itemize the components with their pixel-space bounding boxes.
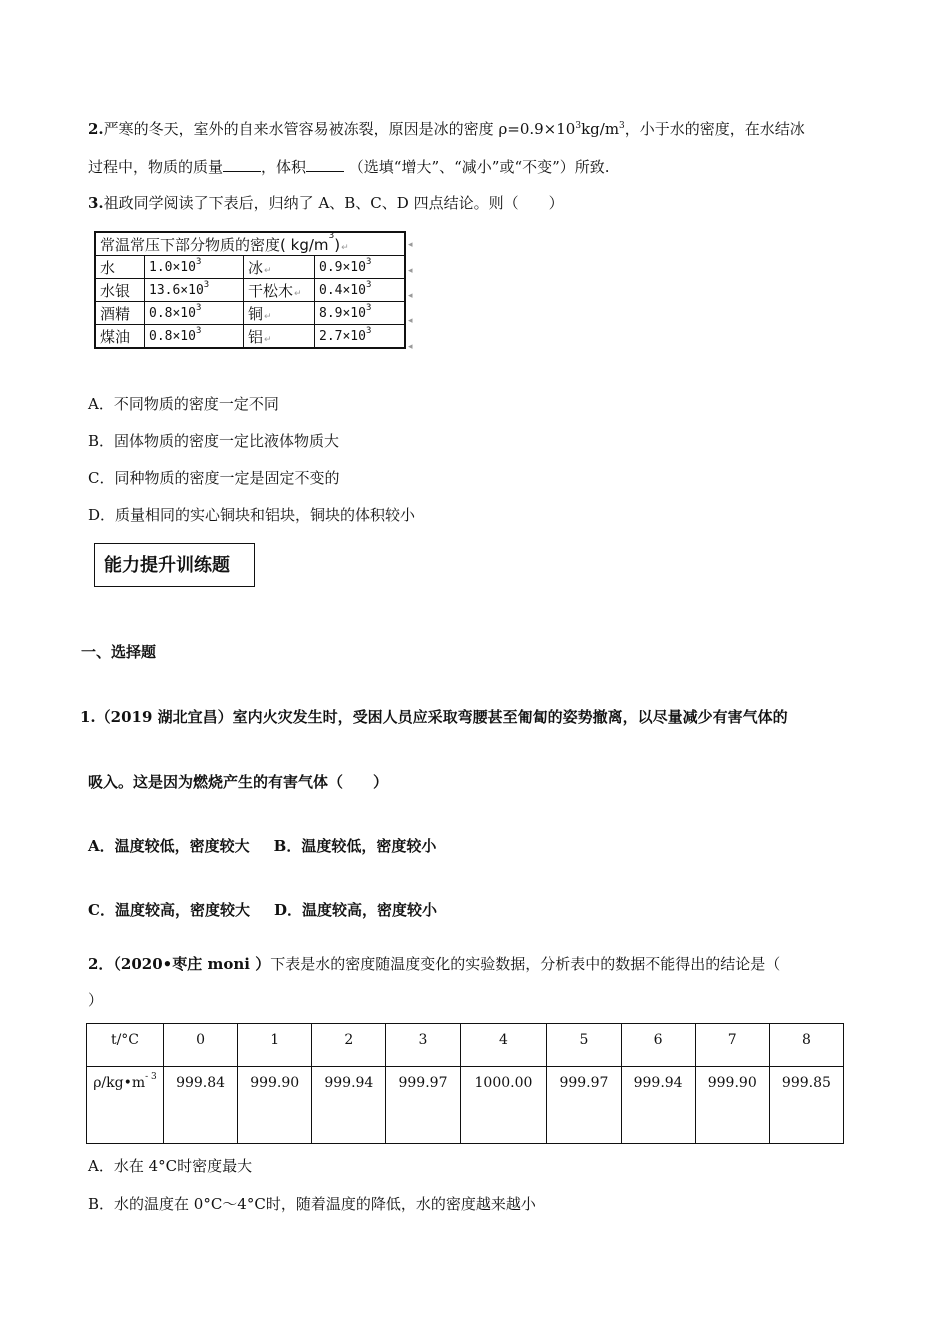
density-cell — [145, 279, 244, 302]
p1-option-c: C．温度较高，密度较大 — [88, 901, 250, 919]
table-row — [95, 325, 405, 349]
q3-number: 3. — [88, 194, 104, 212]
p1-options-cd — [88, 900, 437, 920]
q2-text-before: 严寒的冬天，室外的自来水管容易被冻裂，原因是冰的密度 ρ=0.9×10 — [103, 120, 576, 138]
q2-text-after: ，小于水的密度，在水结冰 — [624, 120, 805, 138]
mass-blank — [223, 157, 261, 172]
exponent: 3 — [195, 256, 202, 267]
density-row — [87, 1067, 844, 1144]
density-value: 13.6×10 — [149, 282, 204, 298]
substance: 酒精 — [100, 304, 131, 323]
q2-line2-c: （选填“增大”、“减小”或“不变”）所致. — [344, 158, 610, 176]
density-cell: 999.90 — [695, 1067, 769, 1144]
density-table-header-row — [95, 232, 405, 256]
substance: 水 — [100, 258, 116, 277]
substance-cell — [95, 325, 145, 349]
p1-option-d: D．温度较高，密度较小 — [273, 901, 437, 919]
exponent: 3 — [195, 302, 202, 313]
row-end-mark-icon: ◂ — [408, 342, 413, 352]
density-cell — [315, 256, 406, 279]
density-cell: 1000.00 — [460, 1067, 547, 1144]
substance-cell — [244, 302, 315, 325]
table-row — [95, 279, 405, 302]
water-density-table — [86, 1023, 844, 1144]
density-value: 2.7×10 — [319, 328, 366, 344]
p2-option-b: B．水的温度在 0°C～4°C时，随着温度的降低，水的密度越来越小 — [88, 1195, 536, 1213]
density-table-unit: ( kg/m — [280, 235, 329, 254]
p1-line2: 吸入。这是因为燃烧产生的有害气体（ ） — [88, 773, 389, 791]
density-table-header — [95, 232, 405, 256]
row-end-mark-icon: ◂ — [408, 291, 413, 301]
p2-option-a: A．水在 4°C时密度最大 — [88, 1157, 253, 1175]
density-value: 1.0×10 — [149, 259, 196, 275]
density-cell: 999.97 — [386, 1067, 460, 1144]
substance: 铜 — [248, 304, 264, 323]
exponent: 3 — [365, 302, 372, 313]
q3-option-b: B．固体物质的密度一定比液体物质大 — [88, 432, 340, 450]
temperature-cell: 5 — [547, 1024, 621, 1067]
density-cell — [145, 325, 244, 349]
substance: 水银 — [100, 281, 131, 300]
exponent: 3 — [365, 325, 372, 336]
temperature-cell: 2 — [312, 1024, 386, 1067]
density-header-sup: - 3 — [145, 1072, 157, 1082]
temperature-cell: 8 — [769, 1024, 843, 1067]
density-table-unit-close: ) — [334, 235, 341, 254]
q2-unit: kg/m — [581, 120, 620, 138]
q2-sup1: 3 — [575, 121, 582, 131]
density-cell — [315, 325, 406, 349]
return-mark-icon: ↵ — [264, 334, 272, 345]
substance-cell — [244, 279, 315, 302]
density-cell: 999.90 — [238, 1067, 312, 1144]
substance: 铝 — [248, 327, 264, 346]
temperature-cell: 3 — [386, 1024, 460, 1067]
volume-blank — [306, 157, 344, 172]
q2-line2-b: ，体积 — [261, 158, 307, 176]
exponent: 3 — [365, 279, 372, 290]
substance-cell — [95, 279, 145, 302]
row-end-mark-icon: ◂ — [408, 266, 413, 276]
density-table-title: 常温常压下部分物质的密度 — [100, 235, 281, 254]
density-value: 8.9×10 — [319, 305, 366, 321]
substance-cell — [95, 256, 145, 279]
p1-line1 — [80, 707, 788, 727]
p1-options-ab — [88, 836, 436, 856]
substance-cell — [244, 325, 315, 349]
density-header — [87, 1067, 164, 1144]
p1-text1: 室内火灾发生时，受困人员应采取弯腰甚至匍匐的姿势撤离，以尽量减少有害气体的 — [232, 708, 788, 726]
section-heading: 一、选择题 — [81, 643, 157, 661]
density-value: 0.8×10 — [149, 305, 196, 321]
q2-number: 2. — [88, 120, 104, 138]
exponent: 3 — [365, 256, 372, 267]
density-cell: 999.97 — [547, 1067, 621, 1144]
q2-sup2: 3 — [619, 121, 625, 131]
table-row — [95, 256, 405, 279]
p2-source: 2．（2020•枣庄 moni ） — [88, 955, 271, 973]
return-mark-icon: ↵ — [294, 288, 302, 299]
return-mark-icon: ↵ — [264, 311, 272, 322]
return-mark-icon: ↵ — [341, 242, 349, 253]
density-header-text: ρ/kg•m — [93, 1075, 146, 1091]
p1-option-a: A．温度较低，密度较大 — [88, 837, 250, 855]
p2-line2: ） — [88, 991, 104, 1009]
density-table-unit-sup: 3 — [328, 230, 335, 241]
density-cell: 999.84 — [164, 1067, 238, 1144]
density-value: 0.4×10 — [319, 282, 366, 298]
temperature-row — [87, 1024, 844, 1067]
temperature-cell: 1 — [238, 1024, 312, 1067]
density-cell — [315, 302, 406, 325]
density-table — [94, 231, 406, 349]
substance: 冰 — [248, 258, 264, 277]
substance: 干松木 — [248, 281, 294, 300]
substance: 煤油 — [100, 327, 131, 346]
q3-line — [88, 193, 564, 213]
temperature-cell: 7 — [695, 1024, 769, 1067]
density-cell — [145, 302, 244, 325]
substance-cell — [244, 256, 315, 279]
density-value: 0.8×10 — [149, 328, 196, 344]
p2-line1 — [88, 954, 780, 974]
temperature-cell: 4 — [460, 1024, 547, 1067]
exponent: 3 — [195, 325, 202, 336]
density-cell — [145, 256, 244, 279]
row-end-mark-icon: ◂ — [408, 240, 413, 250]
density-cell — [315, 279, 406, 302]
table-row — [95, 302, 405, 325]
q3-text: 祖政同学阅读了下表后，归纳了 A、B、C、D 四点结论。则（ ） — [103, 194, 564, 212]
density-cell: 999.85 — [769, 1067, 843, 1144]
q3-option-c: C．同种物质的密度一定是固定不变的 — [88, 469, 340, 487]
temperature-cell: 6 — [621, 1024, 695, 1067]
density-cell: 999.94 — [621, 1067, 695, 1144]
density-value: 0.9×10 — [319, 259, 366, 275]
density-cell: 999.94 — [312, 1067, 386, 1144]
p1-option-b: B．温度较低，密度较小 — [273, 837, 437, 855]
q3-option-d: D．质量相同的实心铜块和铝块，铜块的体积较小 — [88, 506, 416, 524]
row-end-mark-icon: ◂ — [408, 316, 413, 326]
q2-line2-a: 过程中，物质的质量 — [88, 158, 224, 176]
q3-option-a: A．不同物质的密度一定不同 — [88, 395, 279, 413]
exponent: 3 — [203, 279, 210, 290]
temperature-cell: 0 — [164, 1024, 238, 1067]
temperature-header: t/°C — [87, 1024, 164, 1067]
return-mark-icon: ↵ — [264, 265, 272, 276]
p2-text1: 下表是水的密度随温度变化的实验数据，分析表中的数据不能得出的结论是（ — [270, 955, 781, 973]
q2-line2 — [88, 157, 610, 177]
substance-cell — [95, 302, 145, 325]
p1-source: 1.（2019 湖北宜昌） — [80, 708, 233, 726]
q2-line1 — [88, 119, 805, 139]
section-box-title: 能力提升训练题 — [94, 543, 255, 587]
